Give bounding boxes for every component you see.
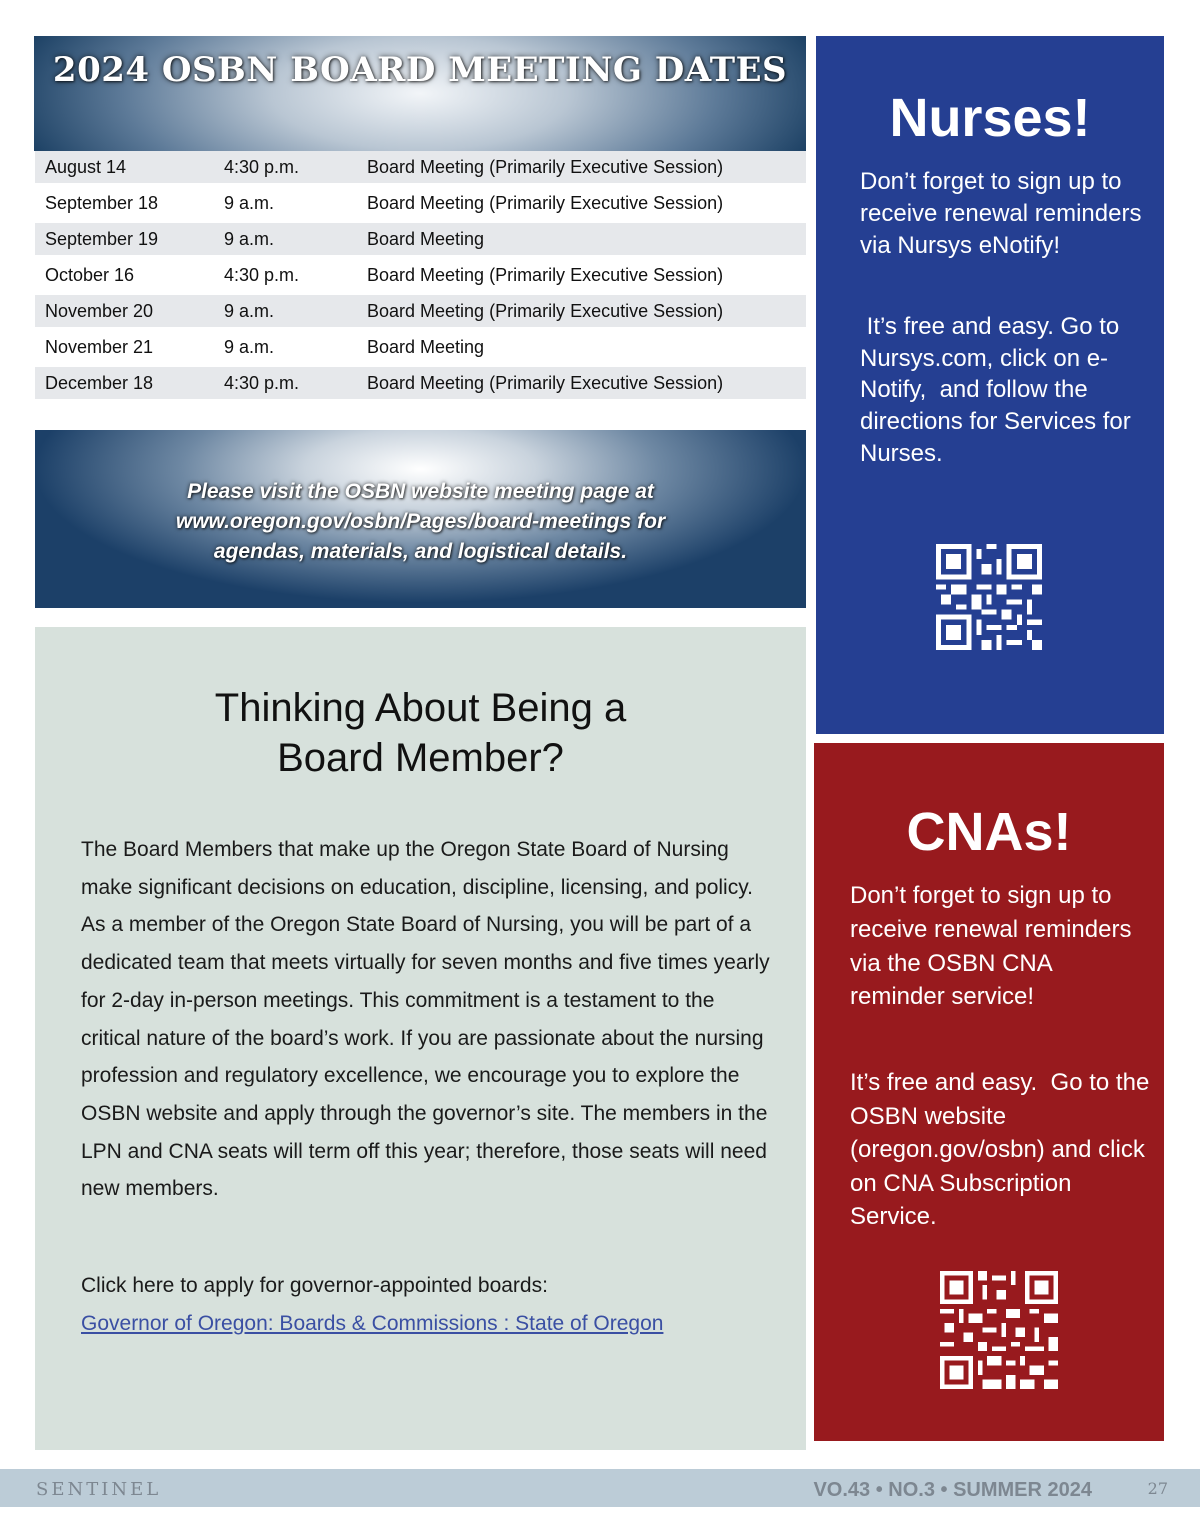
apply-section <box>81 1267 771 1343</box>
meeting-description: Board Meeting (Primarily Executive Session) <box>357 151 806 185</box>
meeting-page-note: Please visit the OSBN website meeting page at www.oregon.gov/osbn/Pages/board-meetings for agendas, materials, and logistical details. <box>175 480 666 563</box>
meeting-time: 9 a.m. <box>214 221 357 257</box>
meeting-dates-table <box>35 151 806 403</box>
table-row <box>35 329 806 365</box>
meeting-date: September 18 <box>35 185 214 221</box>
governor-boards-link[interactable]: Governor of Oregon: Boards & Commissions : State of Oregon <box>81 1312 664 1335</box>
meeting-description: Board Meeting <box>357 329 806 365</box>
nursys-qr-code-icon[interactable] <box>936 544 1042 650</box>
meeting-description: Board Meeting (Primarily Executive Session) <box>357 257 806 293</box>
meeting-date: September 19 <box>35 221 214 257</box>
apply-prompt: Click here to apply for governor-appointed boards: <box>81 1274 548 1297</box>
cnas-panel <box>814 743 1164 1441</box>
meeting-page-note-box <box>35 430 806 608</box>
table-row <box>35 221 806 257</box>
page-number: 27 <box>1147 1479 1168 1498</box>
nurses-reminder-text: Don’t forget to sign up to receive renewal reminders via Nursys eNotify! <box>860 168 1142 259</box>
meeting-dates-title: 2024 OSBN BOARD MEETING DATES <box>52 50 788 90</box>
cna-subscription-qr-code-icon[interactable] <box>940 1271 1058 1389</box>
table-row <box>35 185 806 221</box>
issue-info: VO.43 • NO.3 • SUMMER 2024 <box>813 1479 1092 1501</box>
meeting-time: 9 a.m. <box>214 329 357 365</box>
meeting-date: November 20 <box>35 293 214 329</box>
nurses-instructions: It’s free and easy. Go to Nursys.com, click on e-Notify, and follow the directions for Services for Nurses. <box>860 313 1138 467</box>
cnas-instructions: It’s free and easy. Go to the OSBN website (oregon.gov/osbn) and click on CNA Subscription Service. <box>850 1069 1156 1231</box>
article-title <box>35 683 806 783</box>
nurses-title: Nurses! <box>889 88 1091 148</box>
page-footer <box>0 1469 1200 1507</box>
nurses-panel <box>816 36 1164 734</box>
meeting-description: Board Meeting (Primarily Executive Session) <box>357 185 806 221</box>
meeting-date: October 16 <box>35 257 214 293</box>
meeting-date: August 14 <box>35 151 214 185</box>
publication-name: SENTINEL <box>36 1479 162 1500</box>
article-title-text: Thinking About Being a Board Member? <box>214 686 627 780</box>
meeting-time: 9 a.m. <box>214 293 357 329</box>
meeting-description: Board Meeting (Primarily Executive Session) <box>357 293 806 329</box>
table-row <box>35 293 806 329</box>
meeting-time: 9 a.m. <box>214 185 357 221</box>
meeting-dates-header <box>34 36 806 151</box>
meeting-time: 4:30 p.m. <box>214 151 357 185</box>
meeting-description: Board Meeting <box>357 221 806 257</box>
meeting-date: November 21 <box>35 329 214 365</box>
cnas-title: CNAs! <box>906 802 1072 862</box>
table-row <box>35 365 806 401</box>
meeting-date: December 18 <box>35 365 214 401</box>
meeting-time: 4:30 p.m. <box>214 365 357 401</box>
meeting-time: 4:30 p.m. <box>214 257 357 293</box>
table-row <box>35 151 806 185</box>
meeting-description: Board Meeting (Primarily Executive Session) <box>357 365 806 401</box>
article-body: The Board Members that make up the Oregon State Board of Nursing make significant decisions on education, discipline, licensing, and policy. As a member of the Oregon State Board of Nursing, you will be part of a dedicated team that meets virtually for seven months and five times yearly for 2-day in-person meetings. This commitment is a testament to the critical nature of the board’s work. If you are passionate about the nursing profession and regulatory excellence, we encourage you to explore the OSBN website and apply through the governor’s site. The members in the LPN and CNA seats will term off this year; therefore, those seats will need new members. <box>81 838 770 1201</box>
board-member-article <box>35 627 806 1450</box>
cnas-reminder-text: Don’t forget to sign up to receive renewal reminders via the OSBN CNA reminder service! <box>850 882 1132 1011</box>
table-row <box>35 257 806 293</box>
